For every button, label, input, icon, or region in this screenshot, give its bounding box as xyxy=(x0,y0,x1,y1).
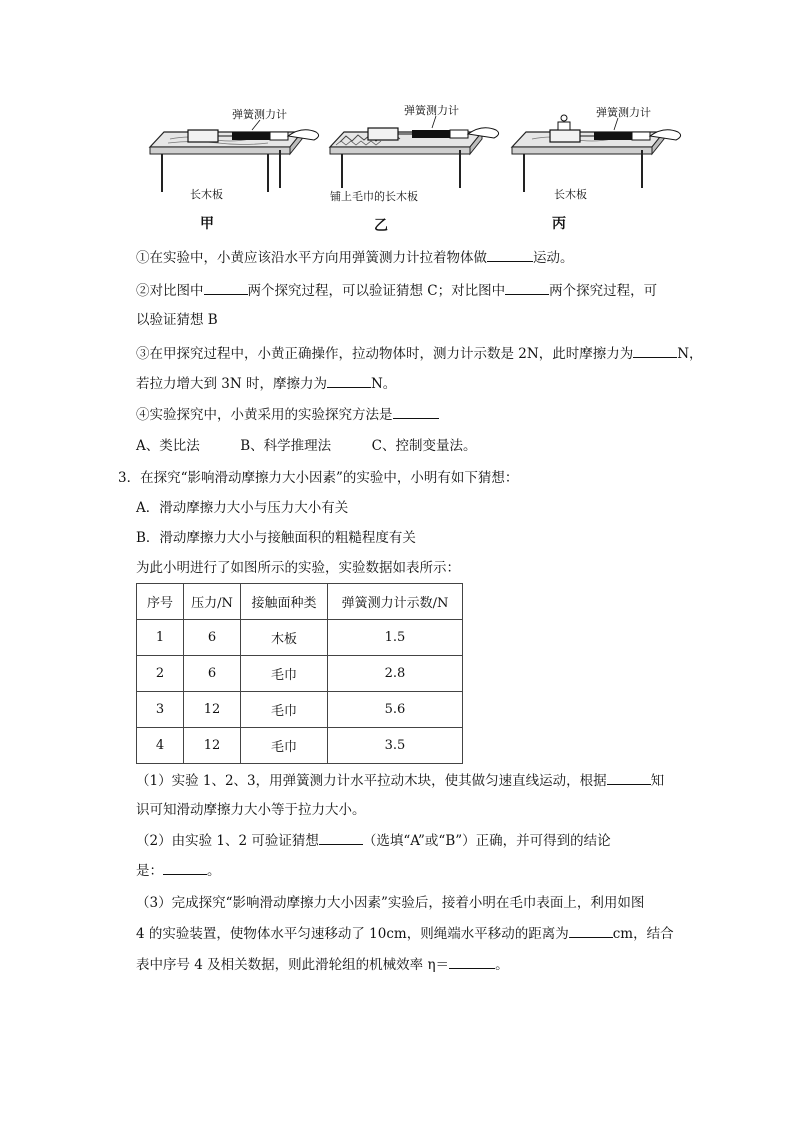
q3-part3-text-d: 表中序号 4 及相关数据，则此滑轮组的机械效率 η＝ xyxy=(136,957,450,973)
caption-a: 甲 xyxy=(200,216,214,232)
answer-blank[interactable] xyxy=(449,954,495,969)
spring-scale-label-c: 弹簧测力计 xyxy=(596,106,651,119)
q3-hypothesis-a xyxy=(136,498,348,518)
q3-part2-line2 xyxy=(136,860,221,881)
q2-line-4 xyxy=(136,343,703,364)
q3-part1-line2 xyxy=(136,800,366,820)
spring-scale-label-a: 弹簧测力计 xyxy=(232,108,287,121)
q3-part1-text-c: 识可知滑动摩擦力大小等于拉力大小。 xyxy=(136,802,366,818)
q2-line-3 xyxy=(136,310,218,330)
q2-text-4: ③在甲探究过程中，小黄正确操作，拉动物体时，测力计示数是 2N，此时摩擦力为 xyxy=(136,346,634,362)
q2-line-5 xyxy=(136,373,396,394)
table-header-cell: 压力/N xyxy=(184,584,241,620)
table-row xyxy=(137,656,463,692)
board-label-c: 长木板 xyxy=(554,188,587,201)
q2-text-5b: N。 xyxy=(370,376,397,392)
answer-blank[interactable] xyxy=(319,830,363,845)
q3-part3-text-a: （3）完成探究“影响滑动摩擦力大小因素”实验后，接着小明在毛巾表面上，利用如图 xyxy=(136,895,645,911)
table-cell: 2 xyxy=(137,656,184,692)
board-label-b: 铺上毛巾的长木板 xyxy=(330,190,418,203)
setup-b-drawing xyxy=(330,116,499,188)
table-row xyxy=(137,692,463,728)
q2-text-4b: N， xyxy=(677,346,703,362)
q2-options xyxy=(136,436,477,456)
q2-line-2 xyxy=(136,280,657,301)
board-label-a: 长木板 xyxy=(190,188,223,201)
q3-intro-text: 3．在探究“影响滑动摩擦力大小因素”的实验中，小明有如下猜想： xyxy=(118,470,519,486)
answer-blank[interactable] xyxy=(505,280,549,295)
data-table xyxy=(136,583,463,764)
q2-text-1b: 运动。 xyxy=(533,250,574,266)
q3-hypothesis-b xyxy=(136,528,416,548)
table-cell: 12 xyxy=(184,692,241,728)
q3-hypothesis-a-text: A．滑动摩擦力大小与压力大小有关 xyxy=(136,500,349,516)
q2-line-6 xyxy=(136,404,439,425)
q3-part3-text-b: 4 的实验装置，使物体水平匀速移动了 10cm，则绳端水平移动的距离为 xyxy=(136,926,569,942)
q2-text-6: ④实验探究中，小黄采用的实验探究方法是 xyxy=(136,407,393,423)
spring-scale-label-b: 弹簧测力计 xyxy=(404,104,459,117)
experiment-figure xyxy=(140,92,700,242)
table-row xyxy=(137,620,463,656)
answer-blank[interactable] xyxy=(487,247,533,262)
q3-part3-line1 xyxy=(136,893,644,913)
q3-part1-text-a: （1）实验 1、2、3，用弹簧测力计水平拉动木块，使其做匀速直线运动，根据 xyxy=(136,773,607,789)
q2-text-5: 若拉力增大到 3N 时，摩擦力为 xyxy=(136,376,327,392)
table-cell: 1.5 xyxy=(328,620,463,656)
table-cell: 1 xyxy=(137,620,184,656)
q3-intro xyxy=(118,468,518,488)
q2-text-1: ①在实验中，小黄应该沿水平方向用弹簧测力计拉着物体做 xyxy=(136,250,487,266)
q3-part2-text-d: 。 xyxy=(207,863,221,879)
q3-part3-line3 xyxy=(136,954,509,975)
table-cell: 4 xyxy=(137,728,184,764)
q3-part1-line1 xyxy=(136,770,664,791)
q3-part2-text-b: （选填“A”或“B”）正确，并可得到的结论 xyxy=(362,833,611,849)
answer-blank[interactable] xyxy=(327,373,371,388)
q3-table-lead xyxy=(136,558,460,578)
answer-blank[interactable] xyxy=(163,860,207,875)
experiment-illustration xyxy=(140,92,700,242)
q2-text-2b: 两个探究过程，可以验证猜想 C；对比图中 xyxy=(247,283,506,299)
table-header-cell: 序号 xyxy=(137,584,184,620)
table-cell: 6 xyxy=(184,620,241,656)
caption-c: 丙 xyxy=(552,216,566,232)
q3-part3-text-e: 。 xyxy=(495,957,509,973)
q3-part2-text-c: 是： xyxy=(136,863,163,879)
table-cell: 3 xyxy=(137,692,184,728)
table-cell: 毛巾 xyxy=(241,728,328,764)
table-cell: 5.6 xyxy=(328,692,463,728)
table-cell: 6 xyxy=(184,656,241,692)
table-cell: 3.5 xyxy=(328,728,463,764)
table-row xyxy=(137,728,463,764)
answer-blank[interactable] xyxy=(393,404,439,419)
table-cell: 12 xyxy=(184,728,241,764)
table-header-row xyxy=(137,584,463,620)
answer-blank[interactable] xyxy=(607,770,651,785)
q3-table-lead-text: 为此小明进行了如图所示的实验，实验数据如表所示： xyxy=(136,560,460,576)
table-header-cell: 弹簧测力计示数/N xyxy=(328,584,463,620)
q2-text-3: 以验证猜想 B xyxy=(136,312,218,328)
table-cell: 毛巾 xyxy=(241,692,328,728)
q3-part3-line2 xyxy=(136,923,674,944)
table-header-cell: 接触面种类 xyxy=(241,584,328,620)
q2-text-7: A、类比法 B、科学推理法 C、控制变量法。 xyxy=(136,438,477,454)
setup-c-drawing xyxy=(512,115,681,192)
table-cell: 2.8 xyxy=(328,656,463,692)
q3-part1-text-b: 知 xyxy=(650,773,665,789)
q2-line-1 xyxy=(136,247,574,268)
q3-part3-text-c: cm，结合 xyxy=(612,926,674,942)
q3-part2-text-a: （2）由实验 1、2 可验证猜想 xyxy=(136,833,319,849)
table-cell: 木板 xyxy=(241,620,328,656)
answer-blank[interactable] xyxy=(204,280,248,295)
caption-b: 乙 xyxy=(374,218,388,234)
q3-part2-line1 xyxy=(136,830,611,851)
q3-hypothesis-b-text: B．滑动摩擦力大小与接触面积的粗糙程度有关 xyxy=(136,530,416,546)
q2-text-2c: 两个探究过程，可 xyxy=(549,283,658,299)
answer-blank[interactable] xyxy=(569,923,613,938)
q2-text-2: ②对比图中 xyxy=(136,283,204,299)
table-cell: 毛巾 xyxy=(241,656,328,692)
setup-a-drawing xyxy=(150,120,319,192)
answer-blank[interactable] xyxy=(633,343,677,358)
